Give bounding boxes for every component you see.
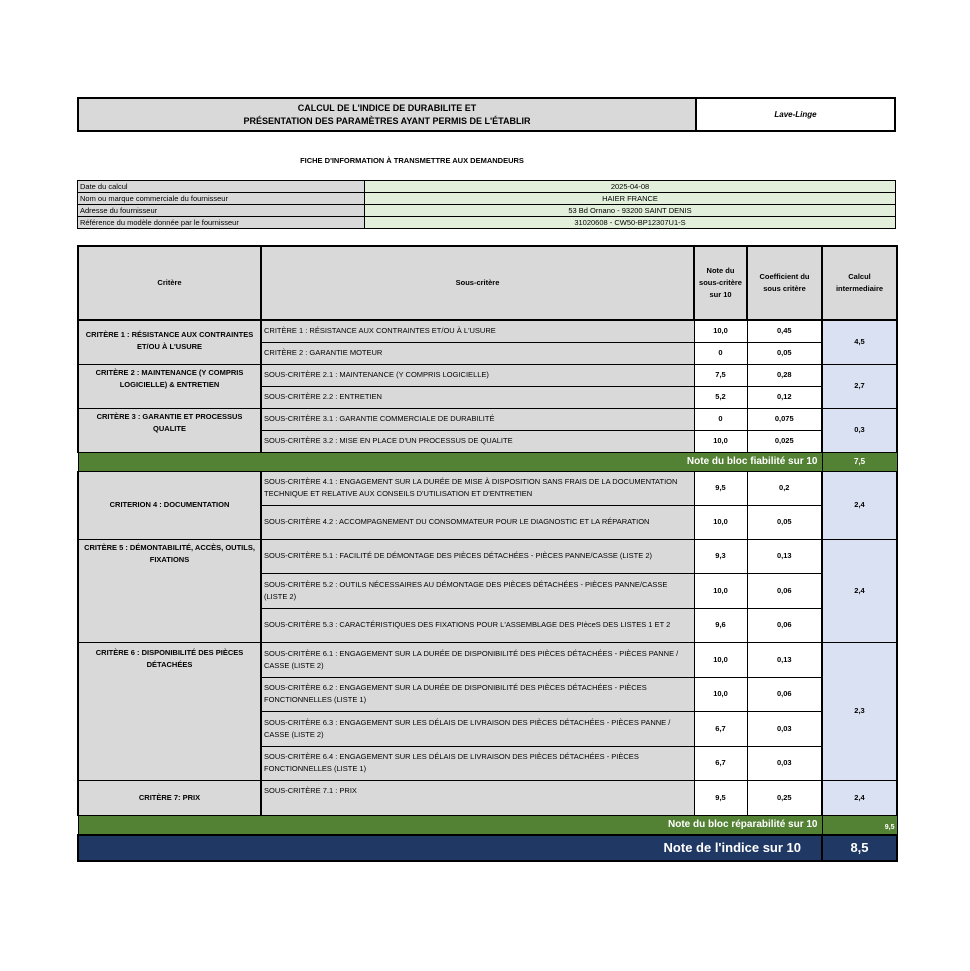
- criterion-label: CRITÈRE 2 : MAINTENANCE (Y COMPRIS LOGICIELLE) & ENTRETIEN: [78, 364, 261, 408]
- info-value: 31020608 - CW50-BP12307U1-S: [365, 217, 896, 229]
- sub-criterion: SOUS-CRITÈRE 6.4 : ENGAGEMENT SUR LES DÉLAIS DE LIVRAISON DES PIÈCES DÉTACHÉES - PIÈCES FONCTIONNELLES (LISTE 1): [261, 746, 694, 780]
- note-value: 10,0: [694, 430, 747, 452]
- note-value: 6,7: [694, 711, 747, 746]
- note-value: 6,7: [694, 746, 747, 780]
- coef-value: 0,12: [747, 386, 822, 408]
- note-value: 10,0: [694, 677, 747, 711]
- coef-value: 0,06: [747, 677, 822, 711]
- coef-value: 0,25: [747, 780, 822, 815]
- bloc-reparabilite-row: [78, 815, 897, 835]
- title-line-1: CALCUL DE L'INDICE DE DURABILITE ET: [297, 102, 477, 113]
- criterion-label: CRITÈRE 1 : RÉSISTANCE AUX CONTRAINTES ET/OU À L'USURE: [78, 320, 261, 364]
- info-row: [78, 217, 896, 229]
- final-score-label: Note de l'indice sur 10: [78, 835, 822, 861]
- sub-criterion: SOUS-CRITÈRE 3.1 : GARANTIE COMMERCIALE DE DURABILITÉ: [261, 408, 694, 430]
- sub-criterion: SOUS-CRITÈRE 6.3 : ENGAGEMENT SUR LES DÉLAIS DE LIVRAISON DES PIÈCES DÉTACHÉES - PIÈCES PANNE / CASSE (LISTE 2): [261, 711, 694, 746]
- sub-criterion: SOUS-CRITÈRE 2.1 : MAINTENANCE (Y COMPRIS LOGICIELLE): [261, 364, 694, 386]
- note-value: 10,0: [694, 642, 747, 677]
- calc-value: 2,4: [822, 539, 897, 642]
- coef-value: 0,06: [747, 608, 822, 642]
- coef-value: 0,45: [747, 320, 822, 342]
- sub-criterion: SOUS-CRITÈRE 3.2 : MISE EN PLACE D'UN PROCESSUS DE QUALITE: [261, 430, 694, 452]
- coef-value: 0,03: [747, 746, 822, 780]
- calc-value: 0,3: [822, 408, 897, 452]
- table-header-row: [78, 246, 897, 320]
- header-sous-critere: Sous-critère: [261, 246, 694, 320]
- table-row: [78, 471, 897, 505]
- info-label: Adresse du fournisseur: [78, 205, 365, 217]
- title-line-2: PRÉSENTATION DES PARAMÈTRES AYANT PERMIS DE L'ÉTABLIR: [243, 115, 531, 126]
- calc-value: 2,7: [822, 364, 897, 408]
- document-title: [78, 98, 696, 131]
- sub-criterion: SOUS-CRITÈRE 7.1 : PRIX: [261, 780, 694, 815]
- sub-criterion: SOUS-CRITÈRE 5.3 : CARACTÉRISTIQUES DES FIXATIONS POUR L'ASSEMBLAGE DES PIèceS DES LISTES 1 ET 2: [261, 608, 694, 642]
- header-table: [77, 97, 896, 132]
- info-label: Date du calcul: [78, 181, 365, 193]
- info-row: [78, 181, 896, 193]
- table-row: [78, 780, 897, 815]
- criterion-label: CRITÈRE 5 : DÉMONTABILITÉ, ACCÈS, OUTILS, FIXATIONS: [78, 539, 261, 642]
- note-value: 7,5: [694, 364, 747, 386]
- info-value: 53 Bd Ornano - 93200 SAINT DENIS: [365, 205, 896, 217]
- coef-value: 0,025: [747, 430, 822, 452]
- header-coef: Coefficient du sous critère: [747, 246, 822, 320]
- note-value: 0: [694, 342, 747, 364]
- note-value: 10,0: [694, 573, 747, 608]
- calc-value: 2,4: [822, 780, 897, 815]
- subtitle: FICHE D'INFORMATION À TRANSMETTRE AUX DEMANDEURS: [300, 156, 524, 165]
- note-value: 0: [694, 408, 747, 430]
- info-value: 2025-04-08: [365, 181, 896, 193]
- sub-criterion: SOUS-CRITÈRE 6.1 : ENGAGEMENT SUR LA DURÉE DE DISPONIBILITÉ DES PIÈCES DÉTACHÉES - PIÈCES PANNE / CASSE (LISTE 2): [261, 642, 694, 677]
- sub-criterion: SOUS-CRITÈRE 6.2 : ENGAGEMENT SUR LA DURÉE DE DISPONIBILITÉ DES PIÈCES DÉTACHÉES - PIÈCES FONCTIONNELLES (LISTE 1): [261, 677, 694, 711]
- info-label: Nom ou marque commerciale du fournisseur: [78, 193, 365, 205]
- table-row: [78, 642, 897, 677]
- bloc-fiabilite-label: Note du bloc fiabilité sur 10: [78, 452, 822, 471]
- table-row: [78, 408, 897, 430]
- header-critere: Critère: [78, 246, 261, 320]
- criterion-label: CRITERION 4 : DOCUMENTATION: [78, 471, 261, 539]
- table-row: [78, 364, 897, 386]
- info-value: HAIER FRANCE: [365, 193, 896, 205]
- coef-value: 0,13: [747, 642, 822, 677]
- note-value: 9,3: [694, 539, 747, 573]
- header-note: Note du sous-critère sur 10: [694, 246, 747, 320]
- calc-value: 2,3: [822, 642, 897, 780]
- coef-value: 0,13: [747, 539, 822, 573]
- note-value: 9,5: [694, 471, 747, 505]
- sub-criterion: SOUS-CRITÈRE 5.1 : FACILITÉ DE DÉMONTAGE DES PIÈCES DÉTACHÉES - PIÈCES PANNE/CASSE (LISTE 2): [261, 539, 694, 573]
- note-value: 9,6: [694, 608, 747, 642]
- note-value: 9,5: [694, 780, 747, 815]
- calc-value: 4,5: [822, 320, 897, 364]
- table-row: [78, 320, 897, 342]
- coef-value: 0,06: [747, 573, 822, 608]
- bloc-reparabilite-value: 9,5: [822, 815, 897, 835]
- coef-value: 0,075: [747, 408, 822, 430]
- info-table: [77, 180, 896, 229]
- coef-value: 0,05: [747, 342, 822, 364]
- info-label: Référence du modèle donnée par le fournisseur: [78, 217, 365, 229]
- criterion-label: CRITÈRE 6 : DISPONIBILITÉ DES PIÈCES DÉTACHÉES: [78, 642, 261, 780]
- product-type: Lave-Linge: [696, 98, 895, 131]
- criteria-table: [77, 245, 898, 862]
- criterion-label: CRITÈRE 7: PRIX: [78, 780, 261, 815]
- sub-criterion: SOUS-CRITÈRE 2.2 : ENTRETIEN: [261, 386, 694, 408]
- note-value: 10,0: [694, 320, 747, 342]
- table-row: [78, 539, 897, 573]
- sub-criterion: SOUS-CRITÈRE 5.2 : OUTILS NÉCESSAIRES AU DÉMONTAGE DES PIÈCES DÉTACHÉES - PIÈCES PANNE/CASSE (LISTE 2): [261, 573, 694, 608]
- sub-criterion: SOUS-CRITÈRE 4.2 : ACCOMPAGNEMENT DU CONSOMMATEUR POUR LE DIAGNOSTIC ET LA RÉPARATION: [261, 505, 694, 539]
- coef-value: 0,05: [747, 505, 822, 539]
- info-row: [78, 193, 896, 205]
- sub-criterion: CRITÈRE 2 : GARANTIE MOTEUR: [261, 342, 694, 364]
- note-value: 5,2: [694, 386, 747, 408]
- info-row: [78, 205, 896, 217]
- coef-value: 0,03: [747, 711, 822, 746]
- header-calc: Calcul intermediaire: [822, 246, 897, 320]
- criterion-label: CRITÈRE 3 : GARANTIE ET PROCESSUS QUALITE: [78, 408, 261, 452]
- bloc-fiabilite-row: [78, 452, 897, 471]
- final-score-row: [78, 835, 897, 861]
- bloc-fiabilite-value: 7,5: [822, 452, 897, 471]
- calc-value: 2,4: [822, 471, 897, 539]
- sub-criterion: SOUS-CRITÈRE 4.1 : ENGAGEMENT SUR LA DURÉE DE MISE À DISPOSITION SANS FRAIS DE LA DOCUMENTATION TECHNIQUE ET RELATIVE AUX CONSEILS D'UTILISATION ET D'ENTRETIEN: [261, 471, 694, 505]
- coef-value: 0,2: [747, 471, 822, 505]
- bloc-reparabilite-label: Note du bloc réparabilité sur 10: [78, 815, 822, 835]
- final-score-value: 8,5: [822, 835, 897, 861]
- sub-criterion: CRITÈRE 1 : RÉSISTANCE AUX CONTRAINTES ET/OU À L'USURE: [261, 320, 694, 342]
- note-value: 10,0: [694, 505, 747, 539]
- coef-value: 0,28: [747, 364, 822, 386]
